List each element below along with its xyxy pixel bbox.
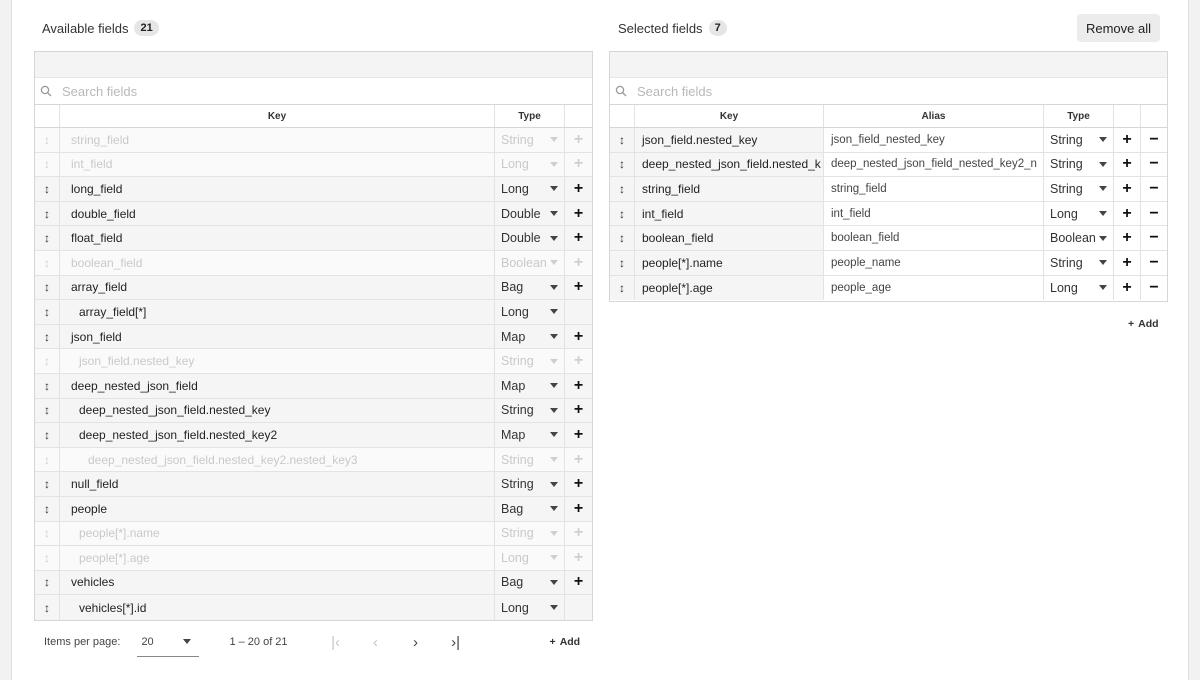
field-key: float_field — [60, 226, 495, 250]
type-value: Boolean — [1050, 231, 1096, 246]
drag-handle-icon[interactable]: ↕ — [35, 226, 60, 250]
field-key: boolean_field — [60, 251, 495, 275]
drag-handle-icon[interactable]: ↕ — [35, 472, 60, 496]
selected-add-label: Add — [1138, 318, 1159, 330]
type-select[interactable] — [495, 522, 565, 546]
page-size-select[interactable] — [137, 627, 199, 657]
add-field-icon[interactable]: + — [1114, 276, 1141, 301]
add-field-icon[interactable]: + — [573, 524, 584, 542]
table-row[interactable] — [35, 300, 592, 325]
previous-page-icon[interactable]: ‹ — [373, 633, 379, 651]
field-key: boolean_field — [635, 226, 824, 250]
first-page-icon[interactable]: |‹ — [331, 633, 340, 651]
type-select[interactable] — [1044, 128, 1114, 152]
chevron-down-icon — [550, 359, 558, 364]
drag-handle-icon[interactable]: ↕ — [35, 423, 60, 447]
type-value: String — [501, 403, 534, 418]
field-key: deep_nested_json_field.nested_key2 — [60, 423, 495, 447]
type-select[interactable] — [495, 571, 565, 595]
selected-fields-title: Selected fields — [618, 20, 703, 36]
table-row[interactable] — [610, 128, 1167, 153]
drag-handle-icon[interactable]: ↕ — [35, 202, 60, 226]
field-key: int_field — [635, 202, 824, 226]
field-key: people[*].name — [635, 251, 824, 275]
type-value: String — [501, 477, 534, 492]
remove-field-icon[interactable]: − — [1141, 202, 1167, 226]
drag-handle-icon[interactable]: ↕ — [35, 153, 60, 177]
type-value: String — [501, 354, 534, 369]
add-field-icon[interactable]: + — [573, 499, 584, 517]
add-field-icon[interactable]: + — [1114, 177, 1141, 201]
field-key: long_field — [60, 177, 495, 201]
chevron-down-icon — [550, 162, 558, 167]
field-key: array_field — [60, 276, 495, 300]
type-select[interactable] — [1044, 177, 1114, 201]
chevron-down-icon — [550, 432, 558, 437]
type-value: Double — [501, 206, 541, 221]
type-value: Double — [501, 231, 541, 246]
add-field-icon[interactable]: + — [573, 548, 584, 566]
drag-handle-icon[interactable]: ↕ — [610, 177, 635, 201]
table-row[interactable] — [35, 251, 592, 276]
field-key: deep_nested_json_field.nested_key — [60, 399, 495, 423]
chevron-down-icon — [550, 408, 558, 413]
paginator — [34, 622, 593, 662]
table-row[interactable] — [35, 472, 592, 497]
type-select[interactable] — [495, 226, 565, 250]
drag-handle-icon[interactable]: ↕ — [35, 325, 60, 349]
chevron-down-icon — [550, 260, 558, 265]
alias-input[interactable]: people_name — [824, 251, 1044, 275]
drag-handle-icon[interactable]: ↕ — [35, 497, 60, 521]
items-per-page-label: Items per page: — [44, 636, 121, 648]
field-key: people[*].name — [60, 522, 495, 546]
table-row[interactable] — [35, 128, 592, 153]
add-field-icon[interactable]: + — [1114, 226, 1141, 250]
add-field-icon[interactable]: + — [573, 130, 584, 148]
chevron-down-icon — [1099, 236, 1107, 241]
drag-handle-icon[interactable]: ↕ — [35, 595, 60, 620]
available-fields-title: Available fields — [42, 20, 129, 36]
add-field-icon[interactable]: + — [573, 425, 584, 443]
search-icon — [615, 85, 627, 97]
type-select[interactable] — [495, 349, 565, 373]
chevron-down-icon — [550, 236, 558, 241]
field-key: string_field — [60, 128, 495, 152]
table-row[interactable] — [35, 497, 592, 522]
add-field-icon[interactable]: + — [573, 376, 584, 394]
selected-search-row — [610, 78, 1167, 105]
type-select[interactable] — [495, 325, 565, 349]
chevron-down-icon — [550, 334, 558, 339]
drag-handle-icon[interactable]: ↕ — [35, 300, 60, 324]
type-select[interactable] — [495, 153, 565, 177]
drag-handle-icon[interactable]: ↕ — [610, 202, 635, 226]
table-row[interactable] — [610, 202, 1167, 227]
plus-icon: + — [549, 636, 556, 648]
table-row[interactable] — [35, 153, 592, 178]
available-search-input[interactable] — [60, 83, 557, 100]
chevron-down-icon — [1099, 186, 1107, 191]
table-row[interactable] — [610, 251, 1167, 276]
field-key: people[*].age — [60, 546, 495, 570]
field-key: double_field — [60, 202, 495, 226]
remove-field-icon[interactable]: − — [1141, 177, 1167, 201]
type-select[interactable] — [495, 546, 565, 570]
chevron-down-icon — [1099, 285, 1107, 290]
table-row[interactable] — [35, 571, 592, 596]
selected-search-input[interactable] — [635, 83, 1132, 100]
type-select[interactable] — [495, 448, 565, 472]
type-value: Map — [501, 427, 526, 442]
alias-input[interactable]: deep_nested_json_field_nested_key2_n — [824, 153, 1044, 177]
type-select[interactable] — [1044, 202, 1114, 226]
page-range-label: 1 – 20 of 21 — [229, 636, 288, 648]
drag-handle-icon[interactable]: ↕ — [610, 153, 635, 177]
chevron-down-icon — [550, 580, 558, 585]
type-value: Long — [501, 550, 529, 565]
selected-table-header — [610, 105, 1167, 128]
add-field-icon[interactable]: + — [573, 253, 584, 271]
drag-handle-icon[interactable]: ↕ — [610, 226, 635, 250]
available-rows — [35, 128, 592, 620]
chevron-down-icon — [550, 137, 558, 142]
alias-column-header: Alias — [824, 105, 1044, 127]
add-field-icon[interactable]: + — [1114, 251, 1141, 275]
table-row[interactable] — [35, 374, 592, 399]
type-column-header: Type — [495, 105, 565, 127]
type-select[interactable] — [495, 472, 565, 496]
type-select[interactable] — [495, 128, 565, 152]
drag-handle-icon[interactable]: ↕ — [35, 349, 60, 373]
field-key: people — [60, 497, 495, 521]
available-table-header — [35, 105, 592, 128]
search-icon — [40, 85, 52, 97]
type-value: String — [1050, 132, 1083, 147]
drag-handle-icon[interactable]: ↕ — [35, 546, 60, 570]
drag-handle-icon[interactable]: ↕ — [35, 177, 60, 201]
add-field-icon[interactable]: + — [573, 229, 584, 247]
field-key: deep_nested_json_field — [60, 374, 495, 398]
empty-action-cell — [565, 595, 592, 620]
add-field-icon[interactable]: + — [573, 401, 584, 419]
table-row[interactable] — [610, 276, 1167, 301]
table-row[interactable] — [35, 423, 592, 448]
type-select[interactable] — [495, 276, 565, 300]
field-key: int_field — [60, 153, 495, 177]
chevron-down-icon — [550, 555, 558, 560]
available-toolbar-strip — [35, 52, 592, 78]
add-field-icon[interactable]: + — [573, 352, 584, 370]
type-value: Bag — [501, 575, 524, 590]
type-value: Map — [501, 329, 526, 344]
chevron-down-icon — [550, 211, 558, 216]
add-field-icon[interactable]: + — [573, 573, 584, 591]
type-select[interactable] — [495, 300, 565, 324]
remove-field-icon[interactable]: − — [1141, 153, 1167, 177]
type-select[interactable] — [1044, 251, 1114, 275]
key-column-header: Key — [60, 105, 495, 127]
add-field-icon[interactable]: + — [1114, 128, 1141, 152]
table-row[interactable] — [35, 448, 592, 473]
empty-action-cell — [565, 300, 592, 324]
drag-handle-icon[interactable]: ↕ — [35, 571, 60, 595]
type-value: Bag — [501, 280, 524, 295]
chevron-down-icon — [1099, 211, 1107, 216]
table-row[interactable] — [610, 226, 1167, 251]
type-value: Long — [1050, 280, 1078, 295]
remove-field-icon[interactable]: − — [1141, 128, 1167, 152]
remove-field-icon[interactable]: − — [1141, 276, 1167, 301]
add-field-icon[interactable]: + — [573, 450, 584, 468]
type-value: Long — [501, 304, 529, 319]
type-value: Long — [501, 600, 529, 615]
drag-handle-icon[interactable]: ↕ — [35, 399, 60, 423]
field-key: array_field[*] — [60, 300, 495, 324]
field-key: vehicles — [60, 571, 495, 595]
chevron-down-icon — [550, 605, 558, 610]
field-key: vehicles[*].id — [60, 595, 495, 620]
type-select[interactable] — [495, 399, 565, 423]
chevron-down-icon — [550, 186, 558, 191]
selected-rows — [610, 128, 1167, 300]
type-value: String — [501, 452, 534, 467]
type-select[interactable] — [495, 595, 565, 620]
field-key: string_field — [635, 177, 824, 201]
type-value: Bag — [501, 501, 524, 516]
field-key: json_field — [60, 325, 495, 349]
drag-handle-icon[interactable]: ↕ — [610, 276, 635, 301]
chevron-down-icon — [1099, 162, 1107, 167]
add-field-icon[interactable]: + — [573, 155, 584, 173]
drag-handle-icon[interactable]: ↕ — [610, 128, 635, 152]
type-value: String — [501, 526, 534, 541]
type-select[interactable] — [495, 177, 565, 201]
alias-input[interactable]: json_field_nested_key — [824, 128, 1044, 152]
add-column-header — [1114, 105, 1141, 127]
table-row[interactable] — [35, 399, 592, 424]
type-value: Map — [501, 378, 526, 393]
add-field-icon[interactable]: + — [573, 475, 584, 493]
drag-column-header — [35, 105, 60, 127]
alias-input[interactable]: people_age — [824, 276, 1044, 301]
last-page-icon[interactable]: ›| — [451, 633, 460, 651]
next-page-icon[interactable]: › — [413, 633, 419, 651]
alias-input[interactable]: int_field — [824, 202, 1044, 226]
table-row[interactable] — [35, 202, 592, 227]
alias-input[interactable]: boolean_field — [824, 226, 1044, 250]
table-row[interactable] — [35, 325, 592, 350]
type-value: Long — [1050, 206, 1078, 221]
action-column-header — [565, 105, 592, 127]
chevron-down-icon — [183, 639, 191, 644]
type-select[interactable] — [1044, 153, 1114, 177]
selected-toolbar-strip — [610, 52, 1167, 78]
field-key: deep_nested_json_field.nested_key2.nested_key3 — [60, 448, 495, 472]
drag-handle-icon[interactable]: ↕ — [610, 251, 635, 275]
table-row[interactable] — [35, 349, 592, 374]
type-value: Long — [501, 157, 529, 172]
chevron-down-icon — [550, 457, 558, 462]
available-fields-table — [34, 51, 593, 621]
table-row[interactable] — [35, 546, 592, 571]
page-size-value: 20 — [141, 635, 154, 648]
drag-column-header — [610, 105, 635, 127]
type-value: Boolean — [501, 255, 547, 270]
add-field-icon[interactable]: + — [573, 179, 584, 197]
available-add-label: Add — [559, 636, 581, 648]
table-row[interactable] — [35, 177, 592, 202]
selected-fields-header — [618, 20, 727, 36]
type-select[interactable] — [495, 374, 565, 398]
add-field-icon[interactable]: + — [573, 278, 584, 296]
plus-icon: + — [1128, 318, 1135, 330]
remove-field-icon[interactable]: − — [1141, 226, 1167, 250]
type-select[interactable] — [495, 251, 565, 275]
type-select[interactable] — [1044, 226, 1114, 250]
type-select[interactable] — [1044, 276, 1114, 301]
table-row[interactable] — [35, 595, 592, 620]
selected-fields-table — [609, 51, 1168, 302]
selected-count-badge: 7 — [709, 20, 727, 36]
add-field-icon[interactable]: + — [1114, 202, 1141, 226]
key-column-header: Key — [635, 105, 824, 127]
add-field-icon[interactable]: + — [573, 327, 584, 345]
add-field-icon[interactable]: + — [573, 204, 584, 222]
remove-field-icon[interactable]: − — [1141, 251, 1167, 275]
type-column-header: Type — [1044, 105, 1114, 127]
type-select[interactable] — [495, 497, 565, 521]
available-search-row — [35, 78, 592, 105]
type-select[interactable] — [495, 423, 565, 447]
field-key: json_field.nested_key — [635, 128, 824, 152]
type-value: Long — [501, 181, 529, 196]
chevron-down-icon — [550, 482, 558, 487]
add-field-icon[interactable]: + — [1114, 153, 1141, 177]
chevron-down-icon — [550, 531, 558, 536]
chevron-down-icon — [550, 383, 558, 388]
drag-handle-icon[interactable]: ↕ — [35, 128, 60, 152]
selected-add-button[interactable] — [1128, 318, 1159, 330]
drag-handle-icon[interactable]: ↕ — [35, 448, 60, 472]
field-key: people[*].age — [635, 276, 824, 301]
available-count-badge: 21 — [134, 20, 158, 36]
table-row[interactable] — [610, 153, 1167, 178]
chevron-down-icon — [550, 506, 558, 511]
table-row[interactable] — [35, 226, 592, 251]
alias-input[interactable]: string_field — [824, 177, 1044, 201]
drag-handle-icon[interactable]: ↕ — [35, 374, 60, 398]
chevron-down-icon — [550, 285, 558, 290]
type-value: String — [501, 132, 534, 147]
field-key: json_field.nested_key — [60, 349, 495, 373]
table-row[interactable] — [35, 522, 592, 547]
available-fields-header — [42, 20, 159, 36]
remove-all-button[interactable]: Remove all — [1077, 14, 1160, 42]
type-value: String — [1050, 181, 1083, 196]
drag-handle-icon[interactable]: ↕ — [35, 276, 60, 300]
field-mapper-frame — [11, 0, 1189, 680]
table-row[interactable] — [35, 276, 592, 301]
chevron-down-icon — [550, 309, 558, 314]
available-add-button[interactable] — [550, 636, 581, 648]
table-row[interactable] — [610, 177, 1167, 202]
drag-handle-icon[interactable]: ↕ — [35, 251, 60, 275]
type-value: String — [1050, 157, 1083, 172]
drag-handle-icon[interactable]: ↕ — [35, 522, 60, 546]
field-key: null_field — [60, 472, 495, 496]
chevron-down-icon — [1099, 260, 1107, 265]
chevron-down-icon — [1099, 137, 1107, 142]
type-value: String — [1050, 255, 1083, 270]
type-select[interactable] — [495, 202, 565, 226]
remove-column-header — [1141, 105, 1167, 127]
field-key: deep_nested_json_field.nested_k — [635, 153, 824, 177]
